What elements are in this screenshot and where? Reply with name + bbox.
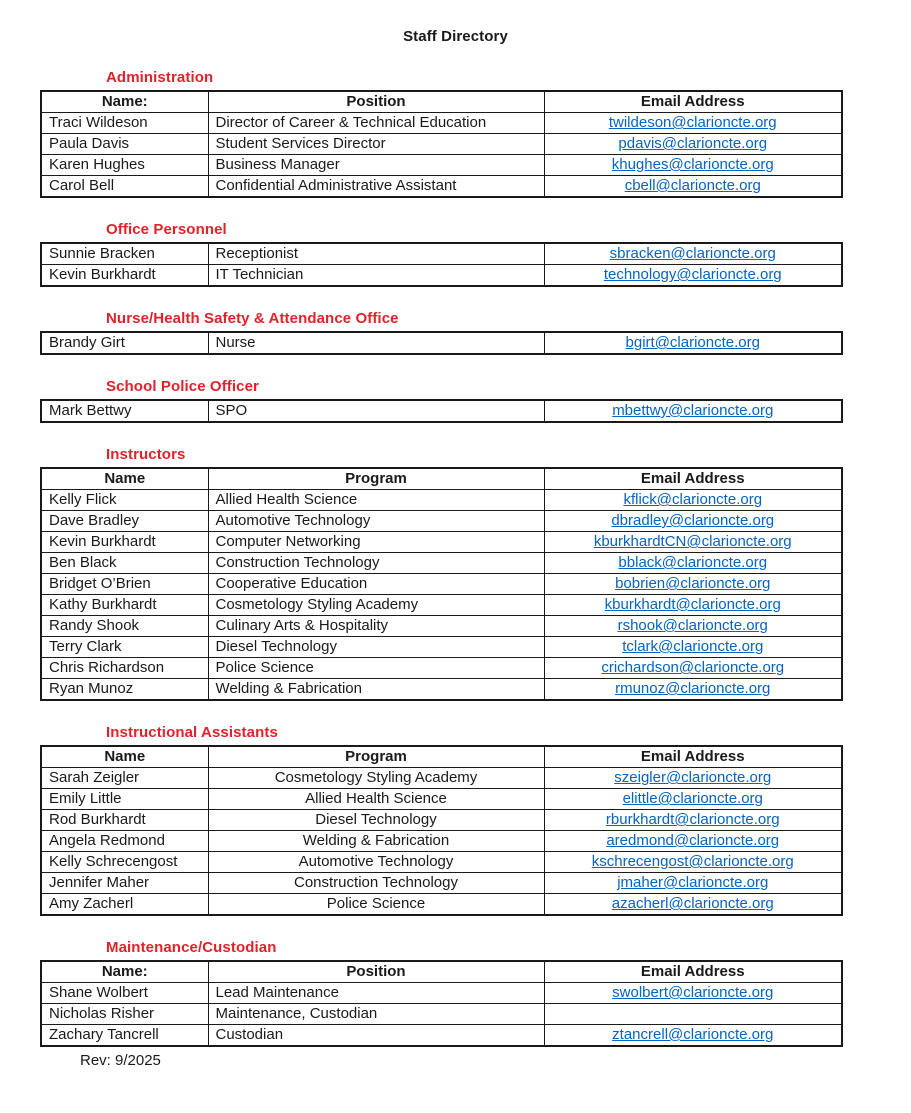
staff-row [41, 400, 842, 422]
column-header: Name [41, 746, 208, 768]
staff-row [41, 134, 842, 155]
email-cell [544, 637, 842, 658]
staff-table [40, 745, 843, 916]
column-header: Email Address [544, 91, 842, 113]
header-row [41, 468, 842, 490]
email-cell [544, 768, 842, 789]
staff-row [41, 873, 842, 894]
email-cell [544, 1025, 842, 1047]
name-cell: Kevin Burkhardt [41, 265, 208, 287]
position-cell: Business Manager [208, 155, 544, 176]
name-cell: Amy Zacherl [41, 894, 208, 916]
staff-row [41, 679, 842, 701]
position-cell: Construction Technology [208, 553, 544, 574]
staff-section [40, 725, 841, 916]
email-link[interactable]: twildeson@clarioncte.org [608, 114, 777, 131]
email-link[interactable]: elittle@clarioncte.org [622, 790, 763, 807]
name-cell: Nicholas Risher [41, 1004, 208, 1025]
email-cell [544, 574, 842, 595]
email-cell [544, 679, 842, 701]
email-cell [544, 113, 842, 134]
position-cell: Welding & Fabrication [208, 831, 544, 852]
email-cell [544, 1004, 842, 1025]
email-cell [544, 616, 842, 637]
column-header: Program [208, 468, 544, 490]
staff-row [41, 155, 842, 176]
staff-row [41, 265, 842, 287]
section-heading: Nurse/Health Safety & Attendance Office [106, 310, 399, 327]
staff-section [40, 447, 841, 701]
header-row [41, 91, 842, 113]
staff-table [40, 331, 843, 355]
email-cell [544, 894, 842, 916]
email-link[interactable]: mbettwy@clarioncte.org [612, 402, 774, 419]
staff-section [40, 311, 841, 355]
name-cell: Traci Wildeson [41, 113, 208, 134]
name-cell: Brandy Girt [41, 332, 208, 354]
header-row [41, 961, 842, 983]
name-cell: Kelly Flick [41, 490, 208, 511]
staff-row [41, 810, 842, 831]
email-link[interactable]: cbell@clarioncte.org [624, 177, 761, 194]
staff-row [41, 831, 842, 852]
column-header: Name: [41, 961, 208, 983]
column-header: Position [208, 91, 544, 113]
column-header: Program [208, 746, 544, 768]
position-cell: Custodian [208, 1025, 544, 1047]
name-cell: Terry Clark [41, 637, 208, 658]
column-header: Name [41, 468, 208, 490]
name-cell: Zachary Tancrell [41, 1025, 208, 1047]
email-link[interactable]: tclark@clarioncte.org [622, 638, 764, 655]
email-cell [544, 532, 842, 553]
email-link[interactable]: ztancrell@clarioncte.org [612, 1026, 774, 1043]
page-title: Staff Directory [403, 28, 508, 45]
staff-row [41, 532, 842, 553]
column-header: Position [208, 961, 544, 983]
position-cell: Culinary Arts & Hospitality [208, 616, 544, 637]
email-cell [544, 490, 842, 511]
name-cell: Emily Little [41, 789, 208, 810]
position-cell: Police Science [208, 894, 544, 916]
column-header: Email Address [544, 468, 842, 490]
name-cell: Karen Hughes [41, 155, 208, 176]
name-cell: Shane Wolbert [41, 983, 208, 1004]
header-row [41, 746, 842, 768]
email-link[interactable]: dbradley@clarioncte.org [611, 512, 775, 529]
name-cell: Kelly Schrecengost [41, 852, 208, 873]
column-header: Email Address [544, 961, 842, 983]
email-cell [544, 553, 842, 574]
email-link[interactable]: bblack@clarioncte.org [618, 554, 768, 571]
staff-row [41, 1004, 842, 1025]
email-cell [544, 831, 842, 852]
email-link[interactable]: kschrecengost@clarioncte.org [591, 853, 794, 870]
email-link[interactable]: kflick@clarioncte.org [623, 491, 763, 508]
position-cell: Police Science [208, 658, 544, 679]
email-link[interactable]: rmunoz@clarioncte.org [615, 680, 771, 697]
position-cell: Construction Technology [208, 873, 544, 894]
staff-row [41, 789, 842, 810]
email-cell [544, 658, 842, 679]
column-header: Name: [41, 91, 208, 113]
position-cell: Lead Maintenance [208, 983, 544, 1004]
email-cell [544, 332, 842, 354]
staff-row [41, 768, 842, 789]
staff-table [40, 960, 843, 1047]
email-cell [544, 155, 842, 176]
position-cell: Automotive Technology [208, 511, 544, 532]
position-cell: Cooperative Education [208, 574, 544, 595]
email-link[interactable]: szeigler@clarioncte.org [614, 769, 772, 786]
revision-note: Rev: 9/2025 [80, 1052, 161, 1069]
column-header: Email Address [544, 746, 842, 768]
name-cell: Sarah Zeigler [41, 768, 208, 789]
document-content [40, 70, 841, 1047]
name-cell: Ryan Munoz [41, 679, 208, 701]
position-cell: Allied Health Science [208, 490, 544, 511]
name-cell: Chris Richardson [41, 658, 208, 679]
position-cell: Automotive Technology [208, 852, 544, 873]
email-cell [544, 789, 842, 810]
section-heading: School Police Officer [106, 378, 259, 395]
name-cell: Mark Bettwy [41, 400, 208, 422]
email-cell [544, 400, 842, 422]
name-cell: Paula Davis [41, 134, 208, 155]
email-cell [544, 595, 842, 616]
staff-section [40, 70, 841, 198]
staff-row [41, 332, 842, 354]
email-cell [544, 511, 842, 532]
email-cell [544, 265, 842, 287]
email-link[interactable]: crichardson@clarioncte.org [601, 659, 785, 676]
email-cell [544, 983, 842, 1004]
staff-row [41, 113, 842, 134]
staff-row [41, 243, 842, 265]
name-cell: Ben Black [41, 553, 208, 574]
position-cell: Cosmetology Styling Academy [208, 595, 544, 616]
staff-section [40, 940, 841, 1047]
email-cell [544, 810, 842, 831]
position-cell: SPO [208, 400, 544, 422]
email-link[interactable]: jmaher@clarioncte.org [617, 874, 769, 891]
email-cell [544, 176, 842, 198]
email-link[interactable]: pdavis@clarioncte.org [618, 135, 768, 152]
staff-table [40, 399, 843, 423]
email-link[interactable]: sbracken@clarioncte.org [609, 245, 776, 262]
email-link[interactable]: rburkhardt@clarioncte.org [605, 811, 780, 828]
staff-table [40, 467, 843, 701]
staff-row [41, 894, 842, 916]
staff-row [41, 176, 842, 198]
name-cell: Angela Redmond [41, 831, 208, 852]
email-cell [544, 873, 842, 894]
position-cell: Maintenance, Custodian [208, 1004, 544, 1025]
name-cell: Kevin Burkhardt [41, 532, 208, 553]
position-cell: Diesel Technology [208, 637, 544, 658]
staff-row [41, 983, 842, 1004]
position-cell: Cosmetology Styling Academy [208, 768, 544, 789]
position-cell: Allied Health Science [208, 789, 544, 810]
email-link[interactable]: swolbert@clarioncte.org [612, 984, 774, 1001]
position-cell: Welding & Fabrication [208, 679, 544, 701]
section-heading: Instructional Assistants [106, 724, 278, 741]
email-link[interactable]: khughes@clarioncte.org [611, 156, 774, 173]
section-heading: Maintenance/Custodian [106, 939, 277, 956]
section-heading: Office Personnel [106, 221, 227, 238]
staff-row [41, 574, 842, 595]
section-heading: Administration [106, 69, 214, 86]
name-cell: Rod Burkhardt [41, 810, 208, 831]
position-cell: Computer Networking [208, 532, 544, 553]
email-link[interactable]: kburkhardt@clarioncte.org [604, 596, 781, 613]
staff-row [41, 658, 842, 679]
staff-table [40, 242, 843, 287]
name-cell: Bridget O’Brien [41, 574, 208, 595]
name-cell: Carol Bell [41, 176, 208, 198]
email-link[interactable]: rshook@clarioncte.org [617, 617, 768, 634]
position-cell: Confidential Administrative Assistant [208, 176, 544, 198]
position-cell: Receptionist [208, 243, 544, 265]
position-cell: Director of Career & Technical Education [208, 113, 544, 134]
email-link[interactable]: aredmond@clarioncte.org [606, 832, 780, 849]
position-cell: Diesel Technology [208, 810, 544, 831]
staff-row [41, 490, 842, 511]
name-cell: Jennifer Maher [41, 873, 208, 894]
email-cell [544, 852, 842, 873]
email-link[interactable]: kburkhardtCN@clarioncte.org [593, 533, 792, 550]
staff-row [41, 595, 842, 616]
email-link[interactable]: technology@clarioncte.org [603, 266, 782, 283]
position-cell: Student Services Director [208, 134, 544, 155]
staff-row [41, 637, 842, 658]
staff-section [40, 379, 841, 423]
email-cell [544, 134, 842, 155]
position-cell: IT Technician [208, 265, 544, 287]
name-cell: Dave Bradley [41, 511, 208, 532]
email-link[interactable]: bgirt@clarioncte.org [625, 334, 760, 351]
staff-table [40, 90, 843, 198]
email-link[interactable]: bobrien@clarioncte.org [615, 575, 771, 592]
email-link[interactable]: azacherl@clarioncte.org [611, 895, 774, 912]
name-cell: Kathy Burkhardt [41, 595, 208, 616]
staff-row [41, 616, 842, 637]
email-cell [544, 243, 842, 265]
name-cell: Randy Shook [41, 616, 208, 637]
position-cell: Nurse [208, 332, 544, 354]
name-cell: Sunnie Bracken [41, 243, 208, 265]
staff-row [41, 852, 842, 873]
staff-section [40, 222, 841, 287]
staff-row [41, 511, 842, 532]
section-heading: Instructors [106, 446, 186, 463]
staff-row [41, 1025, 842, 1047]
staff-row [41, 553, 842, 574]
